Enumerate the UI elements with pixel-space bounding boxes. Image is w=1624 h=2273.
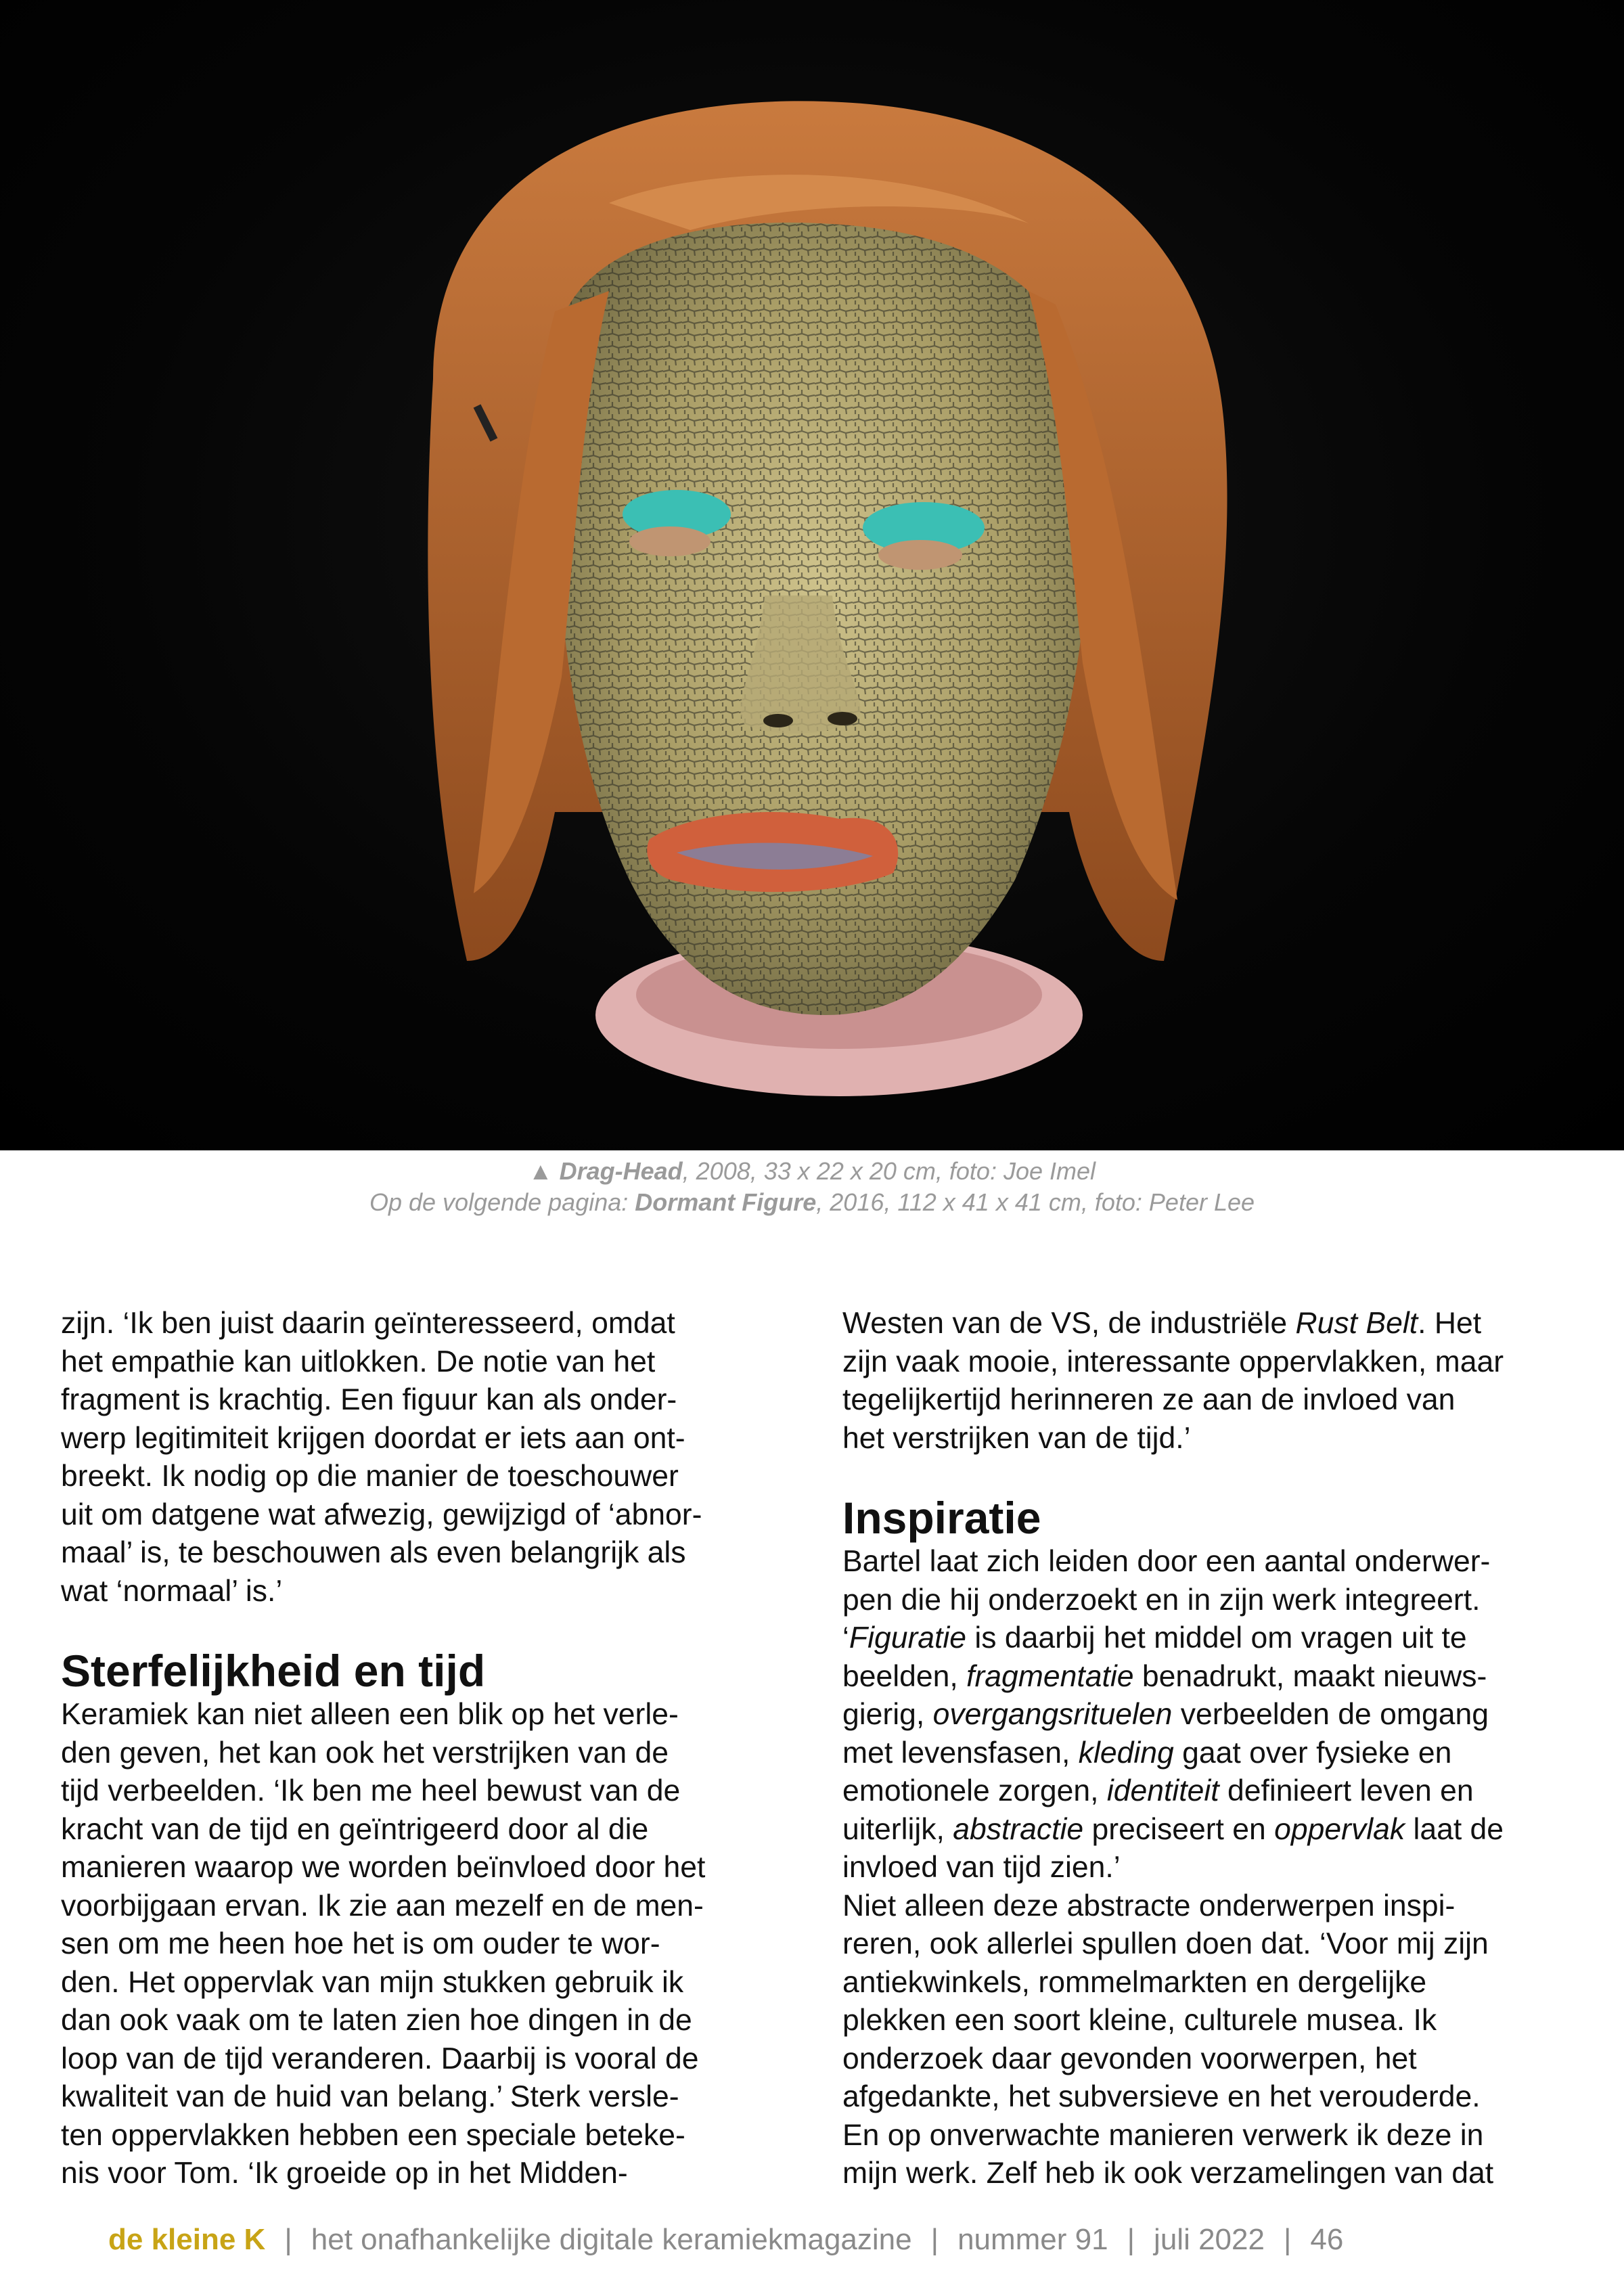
text-line: het empathie kan uitlokken. De notie van het [61, 1345, 656, 1378]
text-line: Westen van de VS, de industriële Rust Belt. Het [842, 1307, 1482, 1340]
text-line: manieren waarop we worden beïnvloed door het [61, 1851, 706, 1884]
text-line: ten oppervlakken hebben een speciale beteke- [61, 2118, 685, 2152]
text-line: plekken een soort kleine, culturele musea. Ik [842, 2004, 1437, 2037]
text-line: pen die hij onderzoekt en in zijn werk integreert. [842, 1583, 1481, 1617]
text-line: kracht van de tijd en geïntrigeerd door al die [61, 1812, 649, 1846]
text-line: antiekwinkels, rommelmarkten en dergelijke [842, 1965, 1427, 1999]
section-heading-inspiratie: Inspiratie [842, 1493, 1041, 1543]
right-body-paragraph [842, 1543, 1560, 2193]
footer-tagline: het onafhankelijke digitale keramiekmagazine [311, 2223, 912, 2256]
text-line: met levensfasen, kleding gaat over fysieke en [842, 1736, 1452, 1770]
right-column [842, 1305, 1560, 2193]
text-line: Keramiek kan niet alleen een blik op het verle- [61, 1698, 679, 1731]
footer-issue: nummer 91 [957, 2223, 1108, 2256]
left-intro-paragraph [61, 1305, 778, 1611]
text-line: zijn vaak mooie, interessante oppervlakken, maar [842, 1345, 1504, 1378]
text-line: breekt. Ik nodig op die manier de toeschouwer [61, 1460, 679, 1493]
text-line: maal’ is, te beschouwen als even belangrijk als [61, 1536, 686, 1569]
right-intro-paragraph [842, 1305, 1560, 1458]
text-line: onderzoek daar gevonden voorwerpen, het [842, 2042, 1417, 2075]
text-line: mijn werk. Zelf heb ik ook verzamelingen van dat [842, 2157, 1494, 2190]
footer-page-number: 46 [1310, 2223, 1344, 2256]
caption-line-1: ▲ Drag-Head, 2008, 33 x 22 x 20 cm, foto: Joe Imel [528, 1157, 1096, 1185]
section-heading-sterfelijkheid: Sterfelijkheid en tijd [61, 1646, 486, 1696]
text-line: het verstrijken van de tijd.’ [842, 1421, 1191, 1455]
text-line: invloed van tijd zien.’ [842, 1851, 1121, 1884]
caption-title-1: Drag-Head [559, 1157, 683, 1185]
text-line: den. Het oppervlak van mijn stukken gebruik ik [61, 1965, 684, 1999]
text-line: voorbijgaan ervan. Ik zie aan mezelf en de men- [61, 1889, 704, 1922]
text-line: zijn. ‘Ik ben juist daarin geïnteresseerd, omdat [61, 1307, 675, 1340]
text-line: En op onverwachte manieren verwerk ik deze in [842, 2118, 1484, 2152]
text-line: den geven, het kan ook het verstrijken van de [61, 1736, 669, 1770]
left-column [61, 1305, 778, 2193]
text-line: uit om datgene wat afwezig, gewijzigd of ‘abnor- [61, 1498, 702, 1531]
text-line: kwaliteit van de huid van belang.’ Sterk versle- [61, 2080, 679, 2113]
text-line: tegelijkertijd herinneren ze aan de invloed van [842, 1383, 1456, 1416]
text-line: ‘Figuratie is daarbij het middel om vragen uit te [842, 1621, 1467, 1655]
left-body-paragraph [61, 1696, 778, 2193]
text-line: beelden, fragmentatie benadrukt, maakt nieuws- [842, 1659, 1487, 1693]
text-line: afgedankte, het subversieve en het verouderde. [842, 2080, 1481, 2113]
text-line: Bartel laat zich leiden door een aantal onderwer- [842, 1545, 1491, 1578]
footer-brand: de kleine K [108, 2223, 266, 2256]
text-line: Niet alleen deze abstracte onderwerpen inspi- [842, 1889, 1456, 1922]
text-line: reren, ook allerlei spullen doen dat. ‘Voor mij zijn [842, 1927, 1489, 1960]
text-line: fragment is krachtig. Een figuur kan als onder- [61, 1383, 677, 1416]
text-line: loop van de tijd veranderen. Daarbij is vooral de [61, 2042, 699, 2075]
text-line: sen om me heen hoe het is om ouder te wor- [61, 1927, 660, 1960]
text-line: wat ‘normaal’ is.’ [61, 1574, 283, 1608]
text-line: tijd verbeelden. ‘Ik ben me heel bewust van de [61, 1774, 681, 1807]
text-line: dan ook vaak om te laten zien hoe dingen in de [61, 2004, 692, 2037]
text-line: werp legitimiteit krijgen doordat er iets aan ont- [61, 1421, 685, 1455]
text-line: gierig, overgangsrituelen verbeelden de omgang [842, 1698, 1489, 1731]
text-line: nis voor Tom. ‘Ik groeide op in het Midden- [61, 2157, 628, 2190]
text-line: emotionele zorgen, identiteit definieert leven en [842, 1774, 1474, 1807]
text-line: uiterlijk, abstractie preciseert en oppervlak laat de [842, 1812, 1504, 1846]
photo-caption [0, 1156, 1624, 1218]
caption-line-2: Op de volgende pagina: Dormant Figure, 2016, 112 x 41 x 41 cm, foto: Peter Lee [369, 1188, 1255, 1216]
page-footer: de kleine K | het onafhankelijke digitale keramiekmagazine | nummer 91 | juli 2022 | 46 [108, 2223, 1344, 2256]
caption-title-2: Dormant Figure [635, 1188, 817, 1216]
footer-date: juli 2022 [1154, 2223, 1265, 2256]
